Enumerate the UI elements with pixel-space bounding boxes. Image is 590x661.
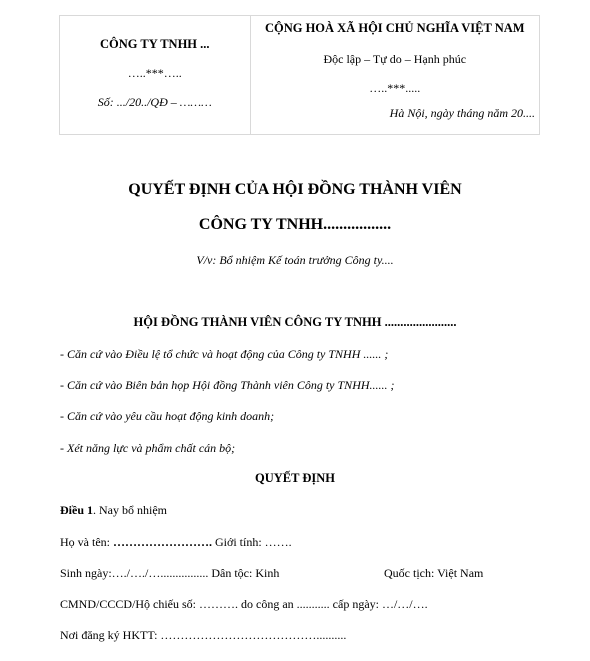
national-motto: Độc lập – Tự do – Hạnh phúc — [323, 52, 467, 66]
nationality-field: Quốc tịch: Việt Nam — [384, 566, 484, 580]
header-table — [59, 15, 540, 135]
separator-stars-right: …..***..... — [369, 81, 421, 95]
id-line: CMND/CCCD/Hộ chiếu số: ………. do công an ........... cấp ngày: …/…/…. — [60, 597, 428, 611]
council-heading: HỘI ĐỒNG THÀNH VIÊN CÔNG TY TNHH ....................... — [133, 315, 457, 329]
dob-line: Sinh ngày:…./…./…................ Dân tộc: Kinh — [60, 566, 280, 580]
national-title: CỘNG HOÀ XÃ HỘI CHỦ NGHĨA VIỆT NAM — [264, 21, 525, 35]
document-number: Số: .../20../QĐ – ……… — [97, 95, 212, 109]
article-1-label: Điều 1 — [60, 503, 93, 517]
place-date: Hà Nội, ngày tháng năm 20.... — [389, 106, 535, 120]
company-name: CÔNG TY TNHH ... — [100, 37, 210, 51]
decision-heading: QUYẾT ĐỊNH — [255, 471, 335, 485]
name-label: Họ và tên: — [60, 535, 113, 549]
decision-title: QUYẾT ĐỊNH CỦA HỘI ĐỒNG THÀNH VIÊN — [128, 181, 462, 198]
separator-stars-left: …..***….. — [127, 66, 182, 80]
basis-item: - Căn cứ vào yêu cầu hoạt động kinh doanh; — [60, 409, 275, 423]
company-title: CÔNG TY TNHH................. — [198, 216, 392, 233]
basis-item: - Xét năng lực và phẩm chất cán bộ; — [60, 441, 236, 455]
basis-item: - Căn cứ vào Biên bản họp Hội đồng Thành viên Công ty TNHH...... ; — [60, 378, 395, 392]
header-left-cell — [60, 16, 251, 135]
name-value: ……………………. — [113, 535, 212, 549]
gender-field: Giới tính: ……. — [212, 535, 292, 549]
article-1-text: . Nay bổ nhiệm — [93, 503, 167, 517]
subject-line: V/v: Bổ nhiệm Kế toán trưởng Công ty.... — [196, 253, 394, 267]
header-right-cell — [250, 16, 539, 135]
residence-line: Nơi đăng ký HKTT: ………………………………….......... — [60, 628, 347, 642]
basis-item: - Căn cứ vào Điều lệ tổ chức và hoạt động của Công ty TNHH ...... ; — [60, 347, 389, 361]
article-1 — [60, 503, 167, 518]
name-line — [60, 535, 292, 550]
